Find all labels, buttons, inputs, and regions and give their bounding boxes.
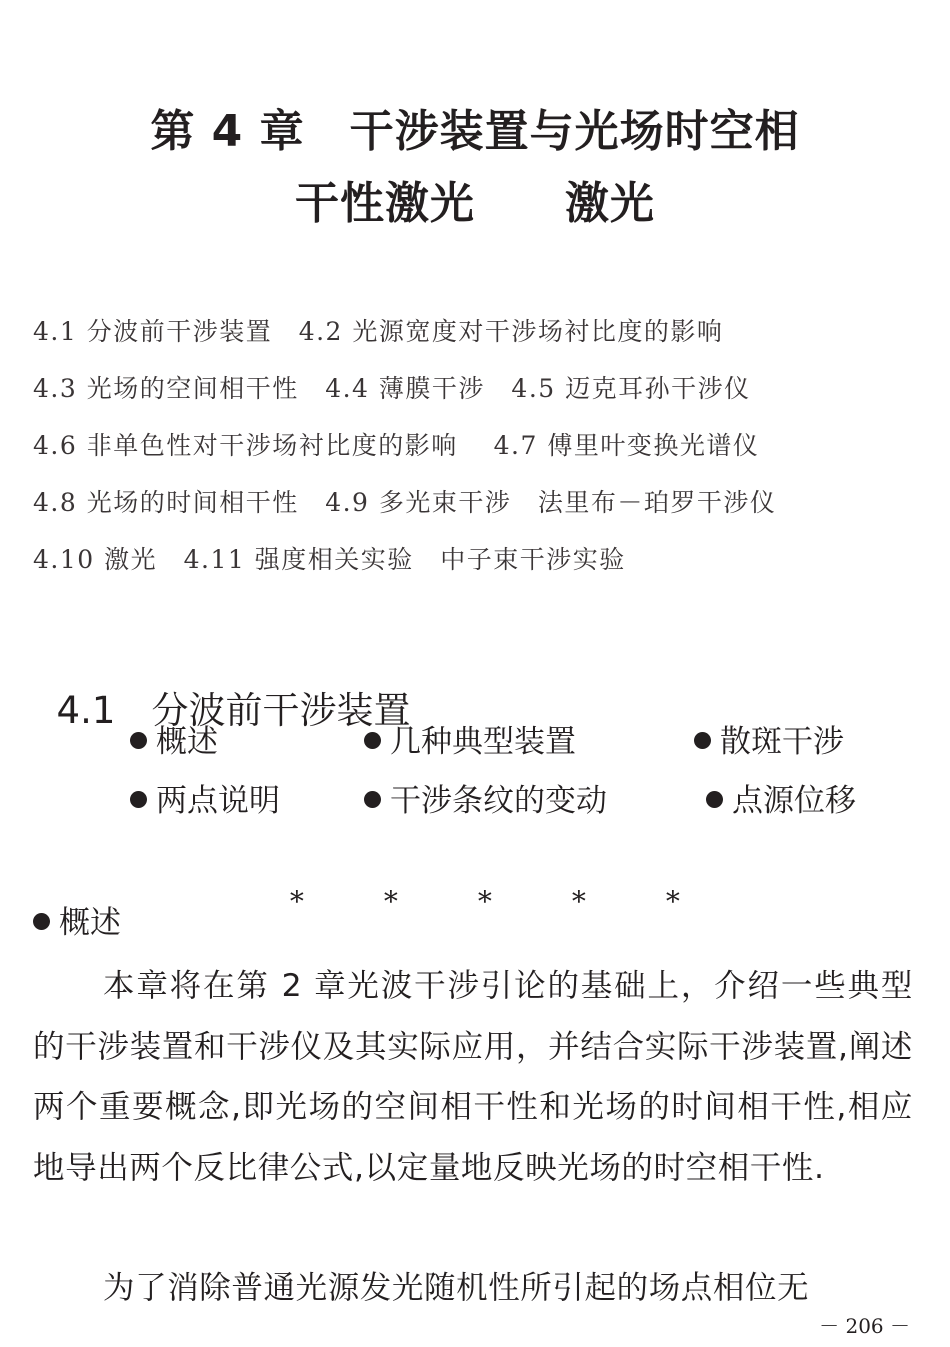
chapter-title-line-1: 第 4 章 干涉装置与光场时空相 (150, 106, 800, 157)
body-paragraph: 为了消除普通光源发光随机性所引起的场点相位无 (103, 1270, 810, 1306)
bullet-icon (364, 791, 381, 808)
bullet-icon (130, 791, 147, 808)
topic-item (364, 783, 607, 819)
separator-star: * (571, 885, 586, 918)
topic-item (130, 783, 280, 819)
page-number: － 206 － (819, 1314, 910, 1338)
bullet-icon (33, 913, 50, 930)
subsection-heading (33, 905, 121, 941)
topic-label: 点源位移 (732, 783, 856, 819)
toc-line: 4.3 光场的空间相干性 4.4 薄膜干涉 4.5 迈克耳孙干涉仪 (33, 374, 751, 403)
section-separator (272, 852, 760, 918)
topic-label: 散斑干涉 (720, 724, 844, 760)
topic-item (364, 724, 576, 760)
toc-line: 4.8 光场的时间相干性 4.9 多光束干涉 法里布－珀罗干涉仪 (33, 488, 777, 517)
topic-item (130, 724, 218, 760)
topic-label: 几种典型装置 (390, 724, 576, 760)
separator-star: * (383, 885, 398, 918)
topic-item (706, 783, 856, 819)
bullet-icon (364, 732, 381, 749)
toc-line: 4.1 分波前干涉装置 4.2 光源宽度对干涉场衬比度的影响 (33, 317, 724, 346)
topic-label: 概述 (156, 724, 218, 760)
section-heading (33, 655, 411, 732)
toc-line: 4.10 激光 4.11 强度相关实验 中子束干涉实验 (33, 545, 626, 574)
subsection-title: 概述 (59, 905, 121, 941)
section-number: 4.1 (56, 689, 116, 732)
body-paragraph: 本章将在第 2 章光波干涉引论的基础上，介绍一些典型的干涉装置和干涉仪及其实际应用，并结合实际干涉装置,阐述两个重要概念,即光场的空间相干性和光场的时间相干性,相应地导出两个反比律公式,以定量地反映光场的时空相干性. (33, 968, 913, 1186)
separator-star: * (665, 885, 680, 918)
bullet-icon (706, 791, 723, 808)
separator-star: * (477, 885, 492, 918)
bullet-icon (130, 732, 147, 749)
bullet-icon (694, 732, 711, 749)
topic-item (694, 724, 844, 760)
topic-label: 两点说明 (156, 783, 280, 819)
topic-label: 干涉条纹的变动 (390, 783, 607, 819)
separator-star: * (289, 885, 304, 918)
chapter-title-line-2: 干性激光 激光 (295, 178, 655, 229)
section-title: 分波前干涉装置 (151, 689, 411, 732)
toc-line: 4.6 非单色性对干涉场衬比度的影响 4.7 傅里叶变换光谱仪 (33, 431, 760, 460)
